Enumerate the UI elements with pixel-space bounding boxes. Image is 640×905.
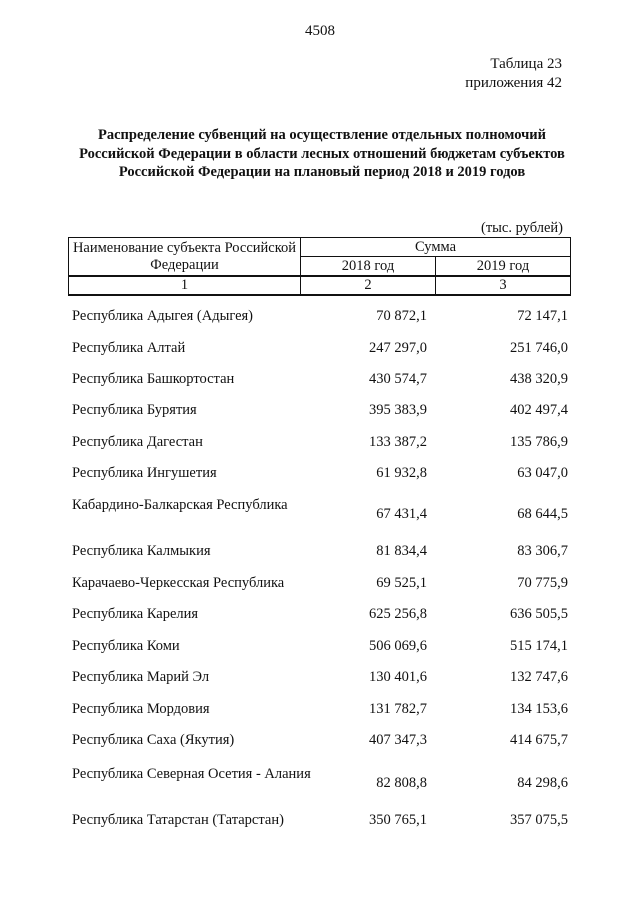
amount-2019: 83 306,7 bbox=[517, 543, 568, 559]
region-name: Республика Башкортостан bbox=[72, 371, 235, 387]
amount-2019: 414 675,7 bbox=[510, 732, 568, 748]
amount-2018: 82 808,8 bbox=[376, 775, 427, 791]
table-reference bbox=[465, 55, 562, 93]
amount-2019: 402 497,4 bbox=[510, 402, 568, 418]
amount-2018: 69 525,1 bbox=[376, 575, 427, 591]
region-name: Республика Калмыкия bbox=[72, 543, 211, 559]
region-name: Республика Татарстан (Татарстан) bbox=[72, 812, 284, 828]
amount-2019: 70 775,9 bbox=[517, 575, 568, 591]
amount-2019: 84 298,6 bbox=[517, 775, 568, 791]
amount-2018: 625 256,8 bbox=[369, 606, 427, 622]
units-label: (тыс. рублей) bbox=[481, 220, 563, 236]
amount-2019: 357 075,5 bbox=[510, 812, 568, 828]
document-title: Распределение субвенций на осуществление отдельных полномочий Российской Федерации в области лесных отношений бюджетам субъектов Российской Федерации на плановый период 2018 и 2019 годов bbox=[79, 127, 565, 180]
amount-2019: 134 153,6 bbox=[510, 701, 568, 717]
header-column-number-1: 1 bbox=[69, 276, 301, 295]
header-column-number-2: 2 bbox=[301, 276, 436, 295]
amount-2018: 247 297,0 bbox=[369, 340, 427, 356]
amount-2019: 438 320,9 bbox=[510, 371, 568, 387]
amount-2018: 430 574,7 bbox=[369, 371, 427, 387]
region-name: Кабардино-Балкарская Республика bbox=[72, 497, 288, 513]
header-column-number-3: 3 bbox=[436, 276, 571, 295]
region-name: Карачаево-Черкесская Республика bbox=[72, 575, 285, 591]
amount-2018: 130 401,6 bbox=[369, 669, 427, 685]
amount-2018: 131 782,7 bbox=[369, 701, 427, 717]
region-name: Республика Северная Осетия - Алания bbox=[72, 766, 311, 782]
amount-2019: 72 147,1 bbox=[517, 308, 568, 324]
amount-2018: 395 383,9 bbox=[369, 402, 427, 418]
amount-2019: 132 747,6 bbox=[510, 669, 568, 685]
header-year-2018: 2018 год bbox=[301, 257, 436, 277]
header-sum: Сумма bbox=[301, 238, 571, 257]
amount-2018: 407 347,3 bbox=[369, 732, 427, 748]
region-name: Республика Коми bbox=[72, 638, 180, 654]
amount-2018: 70 872,1 bbox=[376, 308, 427, 324]
table-reference-line1: Таблица 23 bbox=[490, 56, 562, 72]
region-name: Республика Марий Эл bbox=[72, 669, 210, 685]
amount-2018: 350 765,1 bbox=[369, 812, 427, 828]
amount-2018: 61 932,8 bbox=[376, 465, 427, 481]
amount-2019: 63 047,0 bbox=[517, 465, 568, 481]
region-name: Республика Мордовия bbox=[72, 701, 210, 717]
amount-2019: 68 644,5 bbox=[517, 506, 568, 522]
amount-2019: 135 786,9 bbox=[510, 434, 568, 450]
region-name: Республика Ингушетия bbox=[72, 465, 217, 481]
header-subject-name: Наименование субъекта Российской Федерации bbox=[69, 238, 301, 277]
table-header bbox=[68, 237, 571, 296]
amount-2018: 506 069,6 bbox=[369, 638, 427, 654]
amount-2018: 133 387,2 bbox=[369, 434, 427, 450]
amount-2018: 67 431,4 bbox=[376, 506, 427, 522]
page-number: 4508 bbox=[305, 23, 335, 39]
region-name: Республика Саха (Якутия) bbox=[72, 732, 235, 748]
amount-2019: 636 505,5 bbox=[510, 606, 568, 622]
region-name: Республика Карелия bbox=[72, 606, 199, 622]
region-name: Республика Алтай bbox=[72, 340, 186, 356]
amount-2019: 515 174,1 bbox=[510, 638, 568, 654]
region-name: Республика Дагестан bbox=[72, 434, 203, 450]
table-reference-line2: приложения 42 bbox=[465, 75, 562, 91]
header-year-2019: 2019 год bbox=[436, 257, 571, 277]
region-name: Республика Адыгея (Адыгея) bbox=[72, 308, 254, 324]
region-name: Республика Бурятия bbox=[72, 402, 197, 418]
amount-2018: 81 834,4 bbox=[376, 543, 427, 559]
amount-2019: 251 746,0 bbox=[510, 340, 568, 356]
